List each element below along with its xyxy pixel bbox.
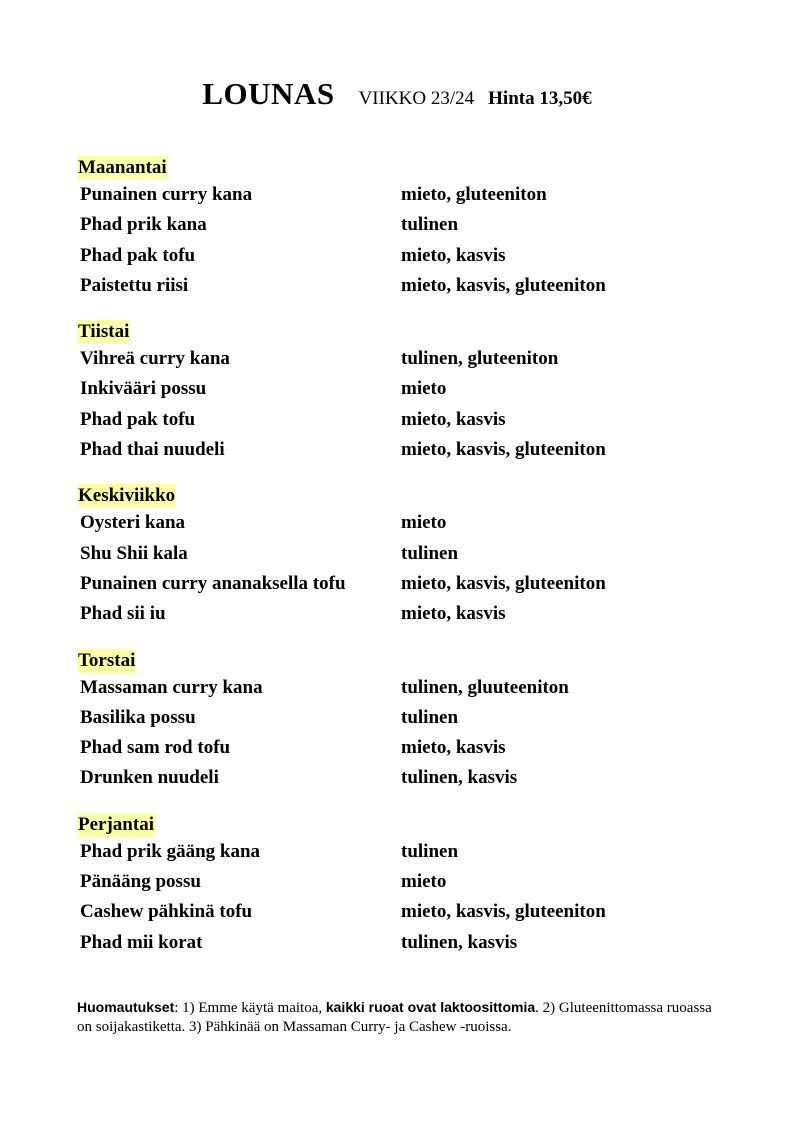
notes-label: Huomautukset — [77, 999, 175, 1015]
menu-row — [0, 210, 794, 240]
dish-tags: tulinen — [401, 840, 459, 862]
menu-row — [0, 405, 794, 435]
days-list — [0, 156, 794, 977]
menu-row — [0, 673, 794, 703]
dish-tags: mieto — [401, 378, 447, 400]
menu-row — [0, 271, 794, 301]
day-name: Keskiviikko — [78, 485, 176, 507]
dish-name: Basilika possu — [80, 706, 196, 728]
dish-tags: mieto, kasvis, gluteeniton — [401, 274, 606, 296]
dish-name: Phad prik kana — [80, 214, 207, 236]
dish-name: Phad pak tofu — [80, 244, 196, 266]
day-section — [0, 649, 794, 794]
notes-rest: . 2) Gluteenittomassa ruoassa on soijakastiketta. 3) Pähkinää on Massaman Curry- ja Cashew -ruoissa. — [77, 1000, 712, 1035]
dish-tags: mieto, kasvis — [401, 737, 506, 759]
notes — [77, 998, 717, 1037]
dish-name: Punainen curry ananaksella tofu — [80, 572, 346, 594]
day-section — [0, 156, 794, 301]
day-name: Perjantai — [78, 813, 154, 835]
dish-tags: tulinen, kasvis — [401, 931, 518, 953]
dish-tags: mieto, kasvis — [401, 408, 506, 430]
dish-tags: mieto — [401, 871, 447, 893]
menu-row — [0, 837, 794, 867]
menu-row — [0, 435, 794, 465]
menu-row — [0, 241, 794, 271]
dish-name: Cashew pähkinä tofu — [80, 901, 253, 923]
menu-row — [0, 763, 794, 793]
dish-name: Oysteri kana — [80, 512, 186, 534]
dish-name: Phad sam rod tofu — [80, 737, 231, 759]
dish-tags: tulinen, gluuteeniton — [401, 676, 569, 698]
dish-tags: tulinen — [401, 214, 459, 236]
dish-name: Punainen curry kana — [80, 184, 253, 205]
dish-tags: tulinen, gluteeniton — [401, 348, 559, 370]
dish-name: Drunken nuudeli — [80, 767, 219, 789]
dish-tags: mieto, kasvis, gluteeniton — [401, 901, 606, 923]
dish-tags: tulinen — [401, 542, 459, 564]
menu-row — [0, 733, 794, 763]
menu-row — [0, 508, 794, 538]
dish-tags: tulinen — [401, 706, 459, 728]
notes-intro: : 1) Emme käytä maitoa, — [174, 1000, 326, 1016]
notes-lactose: kaikki ruoat ovat laktoosittomia — [325, 999, 536, 1015]
menu-row — [0, 703, 794, 733]
menu-row — [0, 180, 794, 210]
menu-row — [0, 599, 794, 629]
dish-tags: mieto, kasvis — [401, 603, 506, 625]
price-label: Hinta 13,50€ — [488, 88, 592, 109]
dish-name: Paistettu riisi — [80, 274, 189, 296]
week-label: VIIKKO 23/24 — [358, 88, 475, 109]
dish-name: Shu Shii kala — [80, 542, 188, 564]
menu-row — [0, 344, 794, 374]
dish-name: Massaman curry kana — [80, 676, 263, 698]
day-name: Maanantai — [78, 157, 167, 178]
dish-name: Vihreä curry kana — [80, 348, 230, 370]
dish-name: Phad prik gääng kana — [80, 840, 261, 862]
dish-tags: mieto — [401, 512, 447, 534]
dish-tags: mieto, kasvis, gluteeniton — [401, 572, 606, 594]
menu-header — [0, 76, 794, 112]
menu-row — [0, 539, 794, 569]
day-name: Torstai — [78, 649, 136, 671]
dish-name: Pänääng possu — [80, 871, 201, 893]
menu-row — [0, 928, 794, 958]
dish-tags: mieto, kasvis, gluteeniton — [401, 439, 606, 461]
dish-name: Phad thai nuudeli — [80, 439, 225, 461]
dish-name: Inkivääri possu — [80, 378, 207, 400]
menu-row — [0, 867, 794, 897]
dish-name: Phad pak tofu — [80, 408, 196, 430]
dish-name: Phad sii iu — [80, 603, 166, 625]
menu-row — [0, 374, 794, 404]
day-section — [0, 320, 794, 465]
day-section — [0, 813, 794, 958]
page-title: LOUNAS — [202, 76, 335, 111]
menu-row — [0, 569, 794, 599]
day-name: Tiistai — [78, 321, 130, 343]
day-section — [0, 484, 794, 629]
menu-row — [0, 897, 794, 927]
dish-tags: mieto, kasvis — [401, 244, 506, 266]
dish-tags: tulinen, kasvis — [401, 767, 518, 789]
dish-tags: mieto, gluteeniton — [401, 184, 547, 205]
dish-name: Phad mii korat — [80, 931, 203, 953]
